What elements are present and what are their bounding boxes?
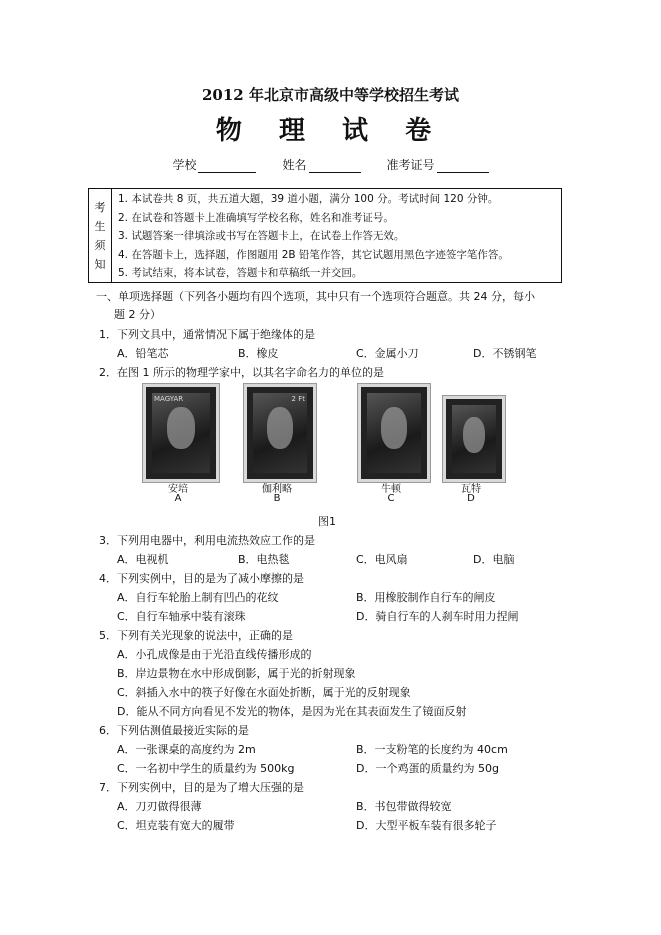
- name-field[interactable]: [282, 156, 360, 173]
- q3-option-c[interactable]: C．电风扇: [356, 553, 408, 566]
- stamp-caption-letter: B: [273, 493, 281, 504]
- notice-label-char: 考: [94, 200, 106, 214]
- q4-option-a[interactable]: A．自行车轮胎上制有凹凸的花纹: [117, 591, 279, 604]
- q7-option-a[interactable]: A．刀刃做得很薄: [117, 800, 202, 813]
- notice-item: 5. 考试结束，将本试卷，答题卡和草稿纸一并交回。: [118, 267, 363, 279]
- question-3-stem: 3．下列用电器中，利用电流热效应工作的是: [99, 534, 315, 547]
- q3-option-d[interactable]: D．电脑: [473, 553, 515, 566]
- q5-option-c[interactable]: C．斜插入水中的筷子好像在水面处折断，属于光的反射现象: [117, 686, 411, 699]
- stamp-caption-letter: C: [387, 493, 395, 504]
- stamp-caption-name: 安培: [168, 484, 188, 495]
- q7-option-c[interactable]: C．坦克装有宽大的履带: [117, 819, 235, 832]
- q7-option-b[interactable]: B．书包带做得较宽: [356, 800, 452, 813]
- q4-option-d[interactable]: D．骑自行车的人刹车时用力捏闸: [356, 610, 519, 623]
- notice-label: [89, 189, 112, 282]
- question-4-stem: 4．下列实例中，目的是为了减小摩擦的是: [99, 572, 304, 585]
- q4-option-b[interactable]: B．用橡胶制作自行车的闸皮: [356, 591, 496, 604]
- notice-item: 3. 试题答案一律填涂或书写在答题卡上，在试卷上作答无效。: [118, 230, 405, 242]
- stamp-galileo: [244, 384, 316, 482]
- stamp-caption-letter: A: [174, 493, 182, 504]
- notice-item: 4. 在答题卡上，选择题，作图题用 2B 铅笔作答，其它试题用黑色字迹签字笔作答。: [118, 248, 509, 261]
- school-field[interactable]: [172, 156, 256, 173]
- stamp-caption-name: 瓦特: [461, 484, 481, 495]
- question-2-stem: 2．在图 1 所示的物理学家中，以其名字命名力的单位的是: [99, 366, 384, 379]
- stamp-caption-name: 伽利略: [262, 484, 292, 495]
- question-1-stem: 1．下列文具中，通常情况下属于绝缘体的是: [99, 328, 315, 341]
- question-5-stem: 5．下列有关光现象的说法中，正确的是: [99, 629, 293, 642]
- stamp-text: 2 Ft: [291, 395, 305, 403]
- q6-option-d[interactable]: D．一个鸡蛋的质量约为 50g: [356, 762, 499, 775]
- q6-option-c[interactable]: C．一名初中学生的质量约为 500kg: [117, 762, 295, 775]
- q1-option-c[interactable]: C．金属小刀: [356, 347, 419, 360]
- exam-main-title: 物 理 试 卷: [215, 116, 446, 146]
- stamp-newton: [358, 384, 430, 482]
- notice-label-char: 知: [94, 257, 106, 271]
- q1-option-b[interactable]: B．橡皮: [238, 347, 279, 360]
- q6-option-b[interactable]: B．一支粉笔的长度约为 40cm: [356, 743, 508, 756]
- exam-year-title: 2012 年北京市高级中等学校招生考试: [202, 86, 459, 104]
- figure-caption: 图1: [318, 515, 336, 528]
- stamp-caption-name: 牛顿: [381, 484, 401, 495]
- stamp-text: MAGYAR: [154, 395, 184, 403]
- stamp-caption-letter: D: [467, 493, 475, 504]
- name-label: 姓名: [282, 158, 307, 172]
- exam-id-blank: [437, 160, 489, 173]
- question-6-stem: 6．下列估测值最接近实际的是: [99, 724, 249, 737]
- question-7-stem: 7．下列实例中，目的是为了增大压强的是: [99, 781, 304, 794]
- candidate-fields: [0, 156, 661, 173]
- exam-id-field[interactable]: [387, 156, 489, 173]
- section-heading-cont: 题 2 分）: [114, 308, 161, 321]
- q7-option-d[interactable]: D．大型平板车装有很多轮子: [356, 819, 497, 832]
- stamp-watt: [443, 396, 505, 482]
- name-blank: [309, 160, 361, 173]
- q4-option-c[interactable]: C．自行车轴承中装有滚珠: [117, 610, 246, 623]
- notice-label-char: 须: [94, 238, 106, 252]
- notice-item: 2. 在试卷和答题卡上准确填写学校名称，姓名和准考证号。: [118, 211, 394, 224]
- q6-option-a[interactable]: A．一张课桌的高度约为 2m: [117, 743, 256, 756]
- q1-option-d[interactable]: D．不锈钢笔: [473, 347, 537, 360]
- notice-items: [112, 189, 561, 282]
- section-heading: 一、单项选择题（下列各小题均有四个选项，其中只有一个选项符合题意。共 24 分，每小: [96, 290, 535, 303]
- candidate-notice-box: [88, 188, 562, 283]
- q3-option-b[interactable]: B．电热毯: [238, 553, 290, 566]
- notice-label-char: 生: [94, 219, 106, 233]
- q1-option-a[interactable]: A．铅笔芯: [117, 347, 169, 360]
- q5-option-d[interactable]: D．能从不同方向看见不发光的物体，是因为光在其表面发生了镜面反射: [117, 705, 467, 718]
- school-blank: [198, 160, 256, 173]
- q5-option-b[interactable]: B．岸边景物在水中形成倒影，属于光的折射现象: [117, 667, 356, 680]
- q5-option-a[interactable]: A．小孔成像是由于光沿直线传播形成的: [117, 648, 312, 661]
- school-label: 学校: [172, 158, 197, 172]
- stamp-ampere: [143, 384, 219, 482]
- notice-item: 1. 本试卷共 8 页，共五道大题，39 道小题，满分 100 分。考试时间 120 分钟。: [118, 193, 499, 205]
- exam-id-label: 准考证号: [386, 158, 435, 172]
- q3-option-a[interactable]: A．电视机: [117, 553, 169, 566]
